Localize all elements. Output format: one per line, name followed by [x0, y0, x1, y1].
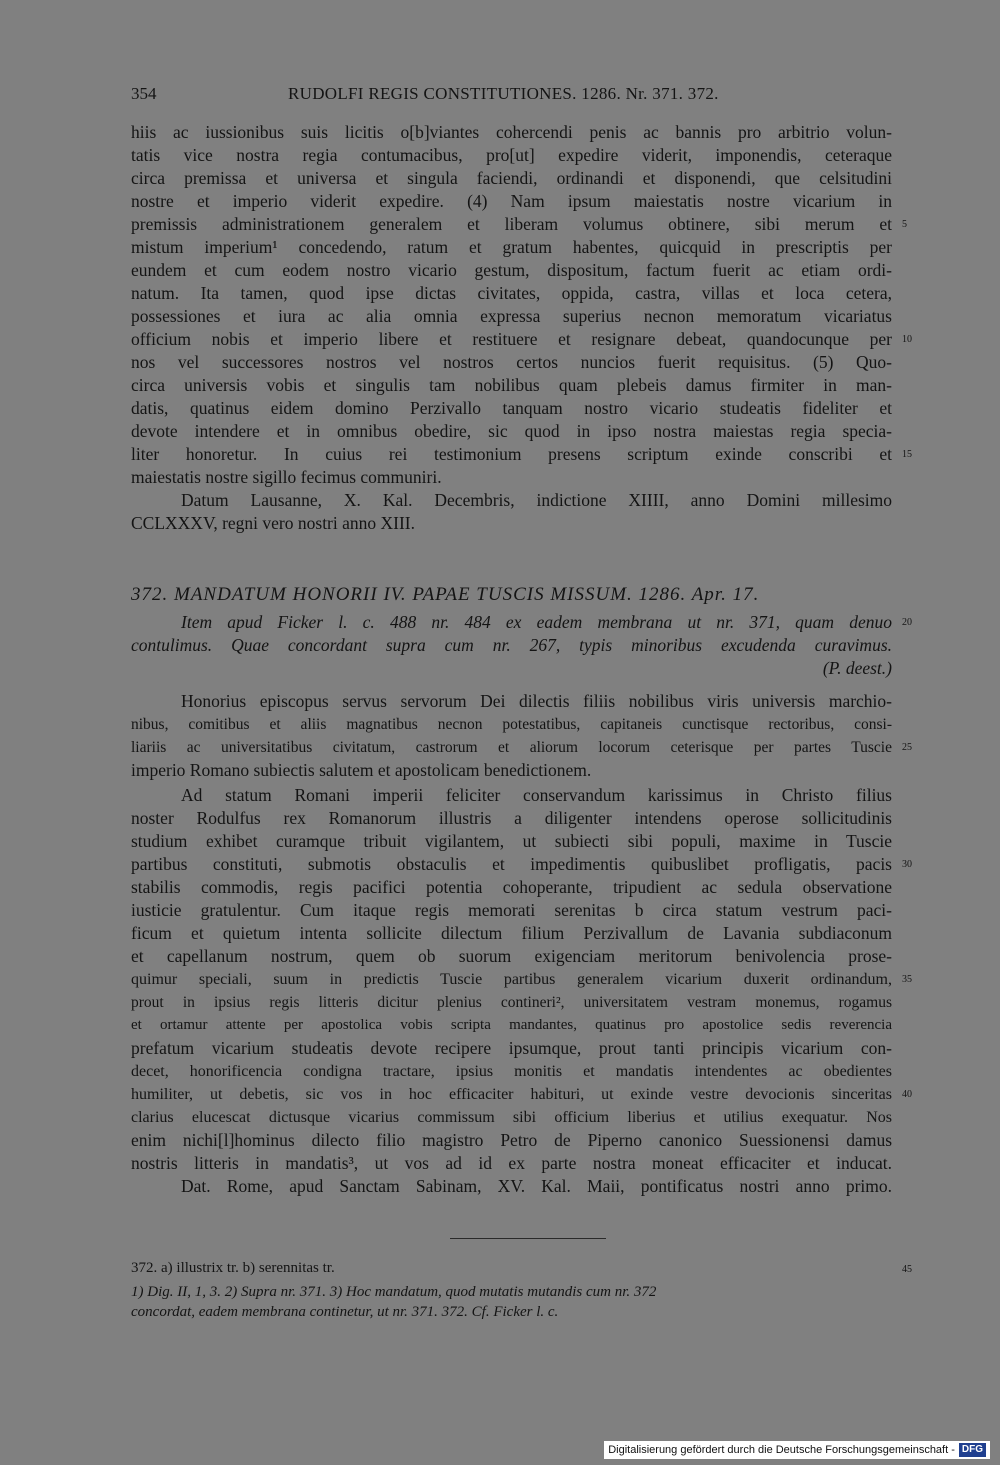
line-number: 40 — [902, 1089, 912, 1100]
line-number: 30 — [902, 859, 912, 870]
body-line: officium nobis et imperio libere et restituere et resignare debeat, quandocunque per — [131, 329, 892, 349]
body-line: nostre et imperio viderit expedire. (4) Nam ipsum maiestatis nostre vicarium in — [131, 191, 892, 211]
footnote-line: concordat, eadem membrana continetur, ut nr. 371. 372. Cf. Ficker l. c. — [131, 1304, 559, 1320]
body-line: eundem et cum eodem nostro vicario gestum, dispositum, factum fuerit ac etiam ordi- — [131, 260, 892, 280]
footnote-line: 1) Dig. II, 1, 3. 2) Supra nr. 371. 3) Hoc mandatum, quod mutatis mutandis cum nr. 372 — [131, 1284, 657, 1300]
letter-line: enim nichi[l]hominus dilecto filio magistro Petro de Piperno canonico Suessionensi damus — [131, 1130, 892, 1150]
line-number: 35 — [902, 974, 912, 985]
body-line: maiestatis nostre sigillo fecimus communiri. — [131, 467, 442, 487]
body-line: possessiones et iura ac alia omnia expressa superius necnon memoratum vicariatus — [131, 306, 892, 326]
letter-line: et capellanum nostrum, quem ob suorum exigenciam meritorum benivolencia prose- — [131, 946, 892, 966]
source-line: Item apud Ficker l. c. 488 nr. 484 ex eadem membrana ut nr. 371, quam denuo — [181, 612, 892, 632]
body-line: datis, quatinus eidem domino Perzivallo tanquam nostro vicario studeatis fideliter et — [131, 398, 892, 418]
letter-line: nostris litteris in mandatis³, ut vos ad id ex parte nostra moneat efficaciter et inducat. — [131, 1153, 892, 1173]
dfg-credit: Digitalisierung gefördert durch die Deutsche Forschungsgemeinschaft - — [608, 1444, 955, 1456]
letter-line: nibus, comitibus et aliis magnatibus necnon potestatibus, capitaneis cunctisque rectoribus, consi- — [131, 716, 892, 733]
letter-line: decet, honorificencia condigna tractare, ipsius monitis et mandatis intendentes ac obedientes — [131, 1063, 892, 1080]
line-number: 20 — [902, 617, 912, 628]
body-line: tatis vice nostra regia contumacibus, pro[ut] expedire viderit, imponendis, ceteraque — [131, 145, 892, 165]
body-line: hiis ac iussionibus suis licitis o[b]viantes cohercendi penis ac bannis pro arbitrio volun- — [131, 122, 892, 142]
letter-line: studium exhibet curamque tribuit vigilantem, ut subiecti sibi populi, maxime in Tuscie — [131, 831, 892, 851]
letter-line: clarius elucescat dictusque vicarius commissum sibi officium liberius et utilius exequatur. Nos — [131, 1109, 892, 1126]
body-line: circa premissa et universa et singula faciendi, ordinandi et disponendi, que celsitudini — [131, 168, 892, 188]
line-number: 45 — [902, 1264, 912, 1275]
body-line: circa universis vobis et singulis tam nobilibus quam plebeis damus firmiter in man- — [131, 375, 892, 395]
letter-line: Ad statum Romani imperii feliciter conservandum karissimus in Christo filius — [181, 785, 892, 805]
datum-line: Datum Lausanne, X. Kal. Decembris, indictione XIIII, anno Domini millesimo — [181, 490, 892, 510]
letter-line: ficum et quietum intenta sollicite dilectum filium Perzivallum de Lavania subdiaconum — [131, 923, 892, 943]
letter-line: iusticie gratulentur. Cum itaque regis memorati serenitas b circa statum vestrum paci- — [131, 900, 892, 920]
datum-line: CCLXXXV, regni vero nostri anno XIII. — [131, 513, 416, 533]
body-line: devote intendere et in omnibus obedire, sic quod in ipso nostra maiestas regia specia- — [131, 421, 892, 441]
source-line: contulimus. Quae concordant supra cum nr. 267, typis minoribus excudenda curavimus. — [131, 635, 892, 655]
dfg-logo: DFG — [959, 1443, 986, 1457]
body-line: nos vel successores nostros vel nostros certos nuncios fuerit requisitus. (5) Quo- — [131, 352, 892, 372]
line-number: 25 — [902, 742, 912, 753]
body-line: mistum imperium¹ concedendo, ratum et gratum habentes, quicquid in prescriptis per — [131, 237, 892, 257]
line-number: 15 — [902, 449, 912, 460]
body-line: premissis administrationem generalem et liberam volumus obtinere, sibi merum et — [131, 214, 892, 234]
digitization-banner — [604, 1441, 990, 1459]
header-title: RUDOLFI REGIS CONSTITUTIONES. 1286. Nr. 371. 372. — [288, 84, 719, 103]
letter-line: humiliter, ut debetis, sic vos in hoc efficaciter habituri, ut exinde vestre devocionis sinceritas — [131, 1086, 892, 1103]
running-head — [131, 82, 892, 106]
letter-line: noster Rodulfus rex Romanorum illustris a diligenter intendens operose sollicitudinis — [131, 808, 892, 828]
letter-line: Honorius episcopus servus servorum Dei dilectis filiis nobilibus viris universis marchio- — [181, 691, 892, 711]
body-line: natum. Ita tamen, quod ipse dictas civitates, oppida, castra, villas et loca cetera, — [131, 283, 892, 303]
letter-line: Dat. Rome, apud Sanctam Sabinam, XV. Kal. Maii, pontificatus nostri anno primo. — [181, 1176, 892, 1196]
page-number: 354 — [131, 84, 157, 103]
line-number: 10 — [902, 334, 912, 345]
letter-line: imperio Romano subiectis salutem et apostolicam benedictionem. — [131, 760, 592, 780]
section-heading: 372. MANDATUM HONORII IV. PAPAE TUSCIS MISSUM. 1286. Apr. 17. — [131, 584, 760, 605]
line-number: 5 — [902, 219, 907, 230]
letter-line: quimur speciali, suum in predictis Tuscie partibus generalem vicarium duxerit ordinandum, — [131, 971, 892, 988]
footnote-rule — [450, 1238, 606, 1239]
letter-line: prout in ipsius regis litteris dicitur plenius contineri², universitatem vestram monemus, rogamus — [131, 994, 892, 1011]
letter-line: liariis ac universitatibus civitatum, castrorum et aliorum locorum ceterisque per partes Tuscie — [131, 739, 892, 756]
letter-line: prefatum vicarium studeatis devote recipere ipsumque, prout tanti principis vicarium con- — [131, 1038, 892, 1058]
body-line: liter honoretur. In cuius rei testimonium presens scriptum exinde conscribi et — [131, 444, 892, 464]
letter-line: partibus constituti, submotis obstaculis et impedimentis quibuslibet profligatis, pacis — [131, 854, 892, 874]
letter-line: et ortamur attente per apostolica vobis scripta mandantes, quatinus pro apostolice sedis reverencia — [131, 1017, 892, 1033]
source-line: (P. deest.) — [822, 658, 892, 678]
critical-apparatus: 372. a) illustrix tr. b) serennitas tr. — [131, 1260, 335, 1276]
letter-line: stabilis commodis, regis pacifici potentia cohoperante, tripudient ac sedula observatione — [131, 877, 892, 897]
